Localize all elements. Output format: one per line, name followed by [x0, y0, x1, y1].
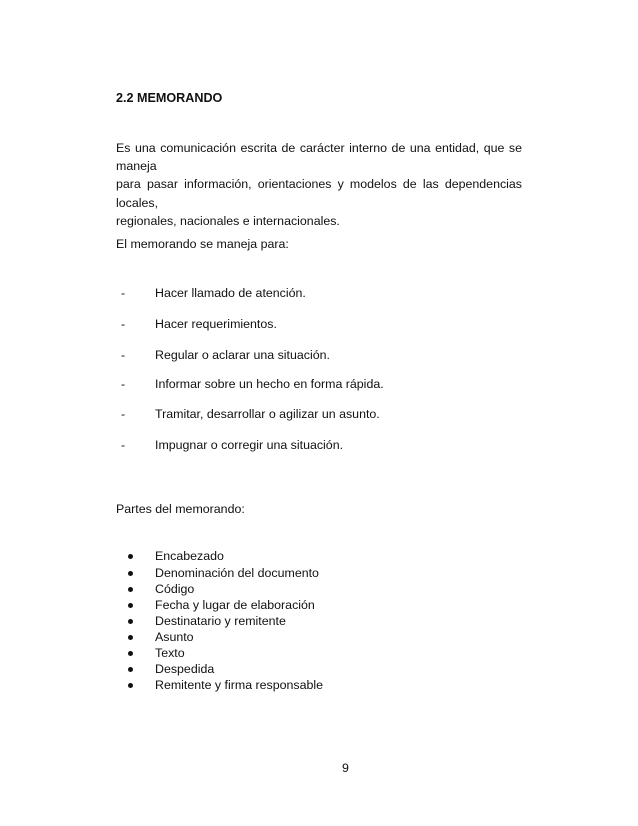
paragraph-line: regionales, nacionales e internacionales.	[116, 213, 340, 228]
bullet-icon	[128, 619, 133, 624]
definition-paragraph	[116, 139, 522, 230]
bullet-icon	[128, 603, 133, 608]
list-item-text: Denominación del documento	[155, 566, 319, 580]
bullet-icon	[128, 683, 133, 688]
dash-marker: -	[121, 317, 126, 331]
list-item-text: Impugnar o corregir una situación.	[155, 438, 344, 452]
list-item-text: Hacer llamado de atención.	[155, 286, 306, 300]
list-item-text: Texto	[155, 646, 185, 660]
bullet-icon	[128, 587, 133, 592]
list-item-text: Tramitar, desarrollar o agilizar un asunto.	[155, 407, 380, 421]
page-number: 9	[342, 761, 349, 775]
list-item-text: Informar sobre un hecho en forma rápida.	[155, 377, 384, 391]
bullet-icon	[128, 571, 133, 576]
uses-intro: El memorando se maneja para:	[116, 237, 289, 251]
list-item-text: Asunto	[155, 630, 194, 644]
list-item-text: Código	[155, 582, 195, 596]
list-item-text: Hacer requerimientos.	[155, 317, 277, 331]
dash-marker: -	[121, 286, 126, 300]
bullet-icon	[128, 667, 133, 672]
dash-marker: -	[121, 438, 126, 452]
parts-title: Partes del memorando:	[116, 502, 245, 516]
bullet-icon	[128, 651, 133, 656]
paragraph-line: para pasar información, orientaciones y modelos de las dependencias locales,	[116, 177, 522, 210]
dash-marker: -	[121, 377, 126, 391]
bullet-icon	[128, 554, 133, 559]
list-item-text: Regular o aclarar una situación.	[155, 348, 330, 362]
list-item-text: Destinatario y remitente	[155, 614, 286, 628]
list-item-text: Encabezado	[155, 549, 224, 563]
paragraph-line: Es una comunicación escrita de carácter interno de una entidad, que se maneja	[116, 141, 522, 174]
section-heading: 2.2 MEMORANDO	[116, 91, 223, 105]
dash-marker: -	[121, 348, 126, 362]
bullet-icon	[128, 635, 133, 640]
list-item-text: Remitente y firma responsable	[155, 678, 324, 692]
list-item-text: Despedida	[155, 662, 215, 676]
list-item-text: Fecha y lugar de elaboración	[155, 598, 315, 612]
dash-marker: -	[121, 407, 126, 421]
